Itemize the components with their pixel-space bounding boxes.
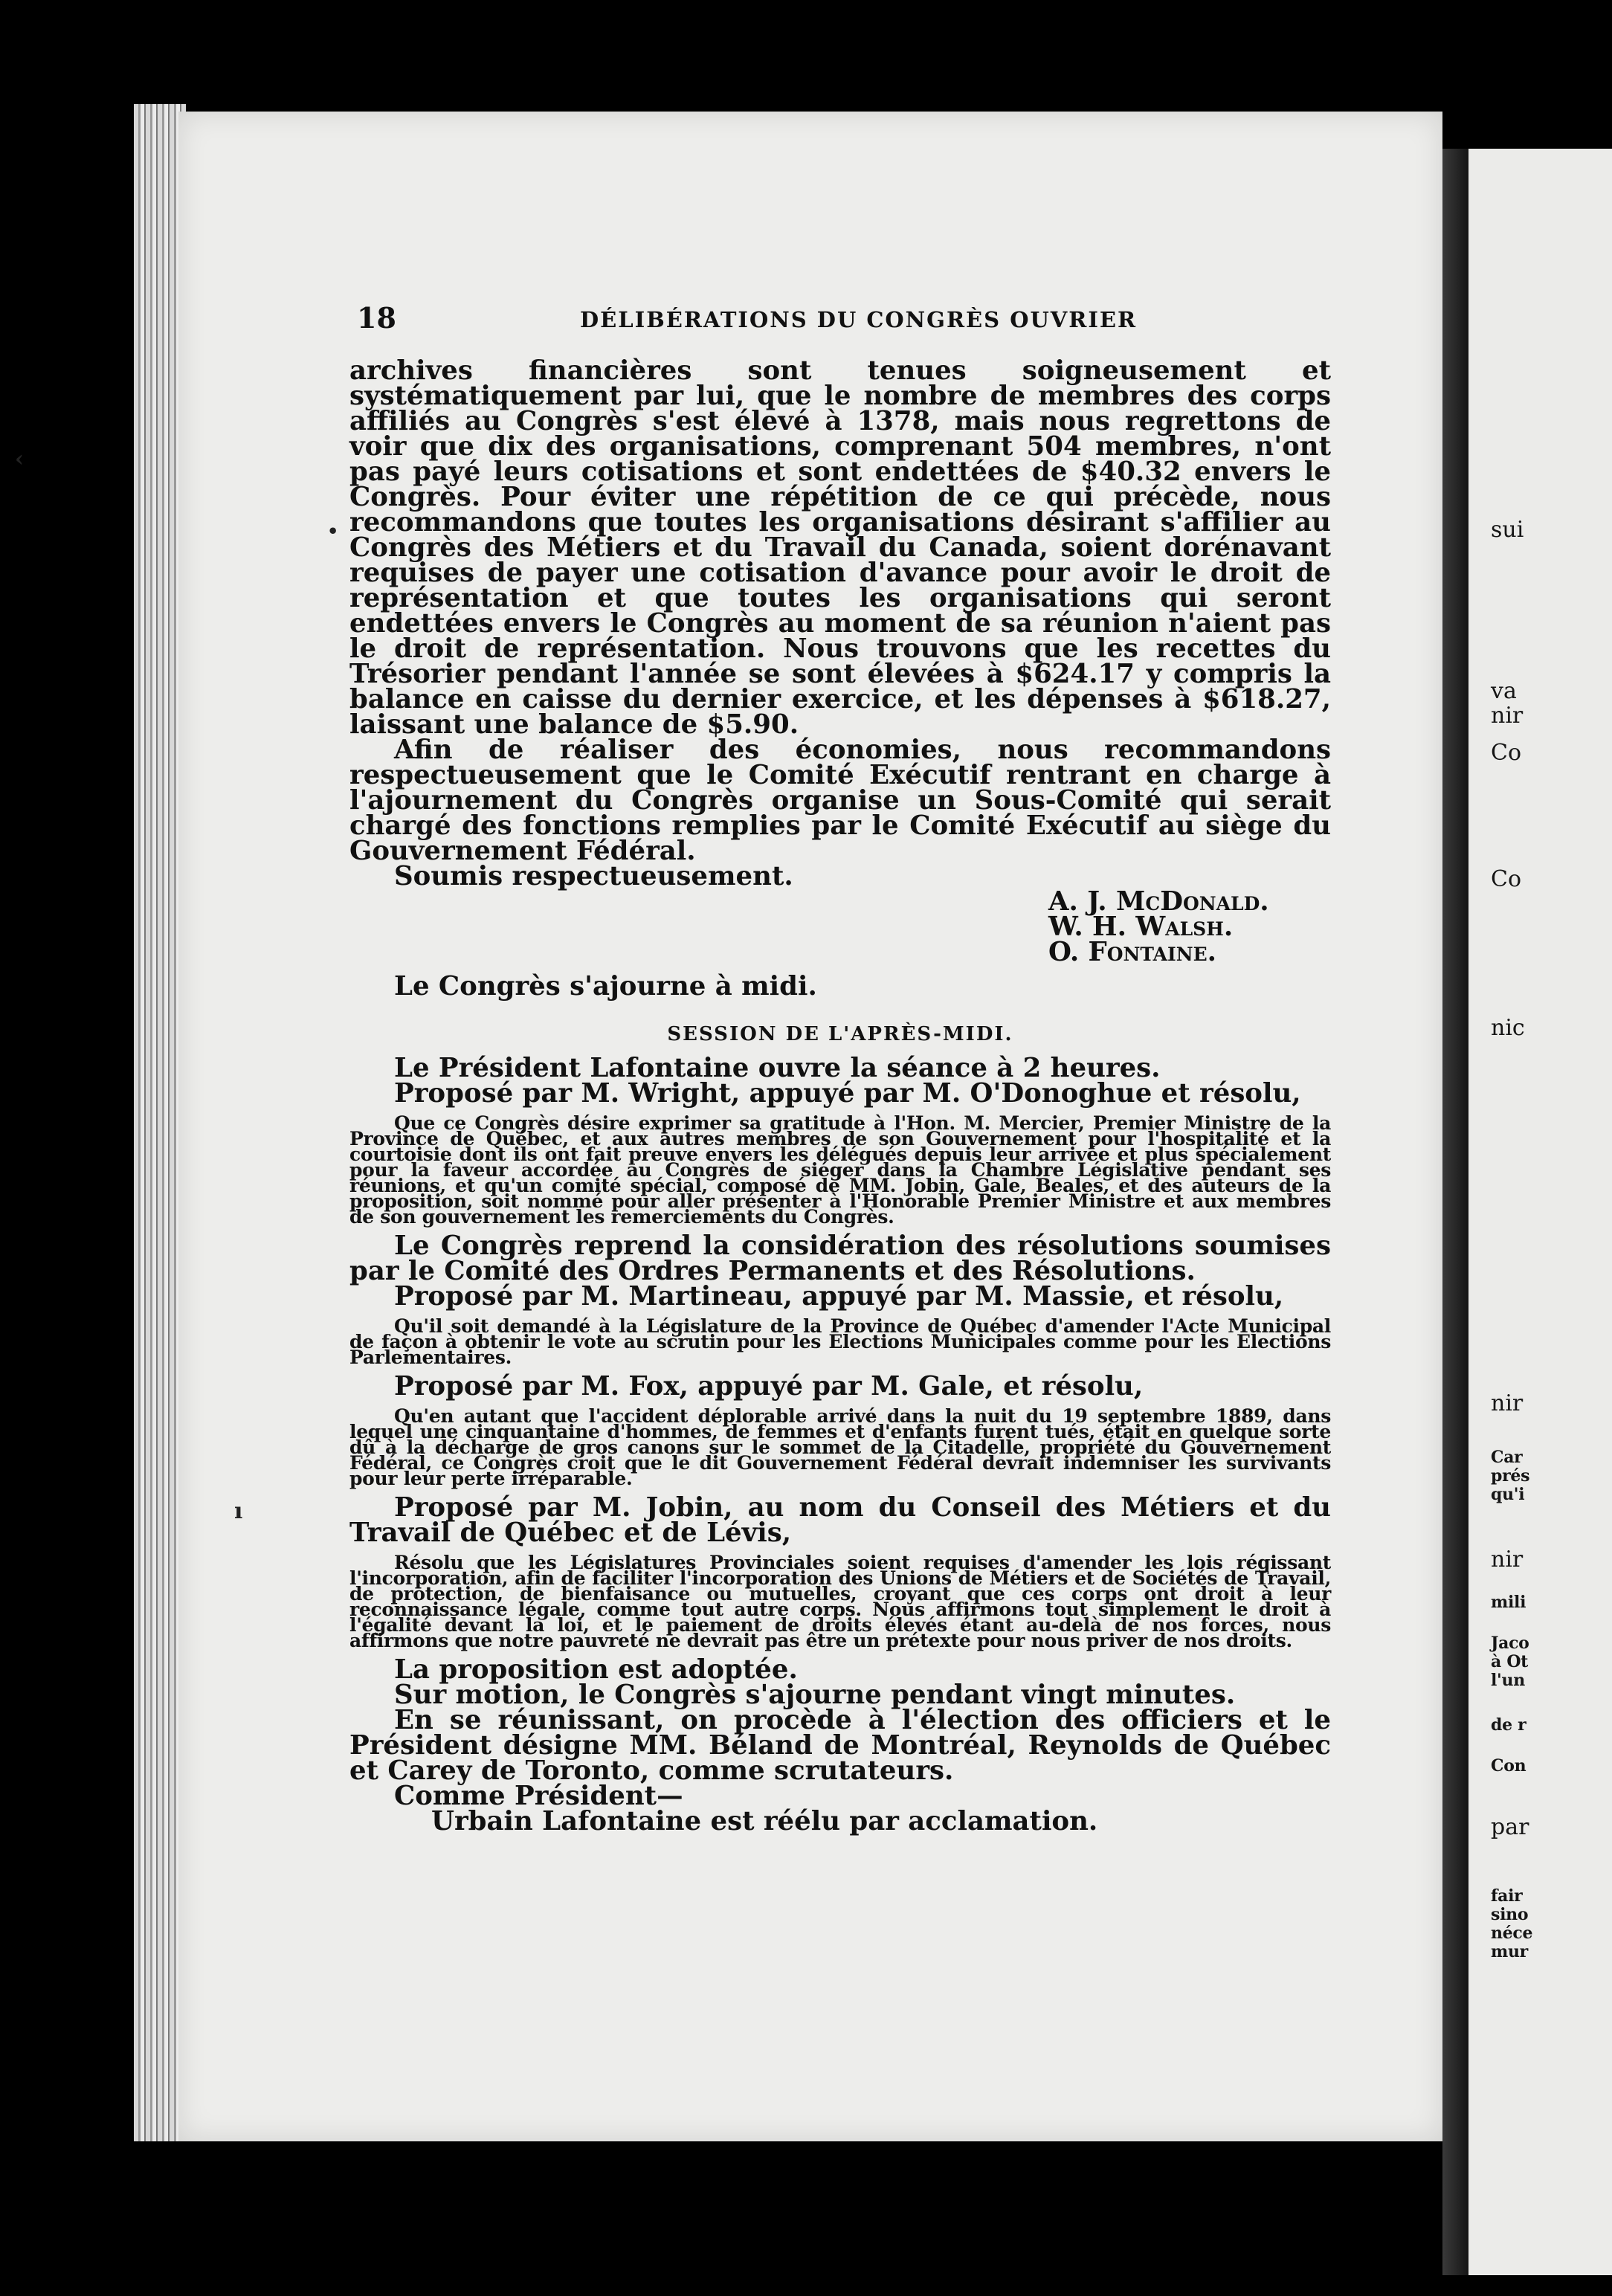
margin-mark: • bbox=[327, 520, 339, 542]
paragraph: Le Congrès reprend la considération des résolutions soumises par le Comité des Ordres Permanents et des Résolutions. bbox=[349, 1231, 1331, 1286]
running-title: DÉLIBÉRATIONS DU CONGRÈS OUVRIER bbox=[580, 307, 1138, 332]
facing-fragment: nir bbox=[1491, 1390, 1524, 1416]
resolution-text: Que ce Congrès désire exprimer sa gratitude à l'Hon. M. Mercier, Premier Ministre de la Province de Québec, et aux autres membres de son Gouvernement pour l'hospitalité et la courtoisie dont ils ont fait preuve envers les délégués depuis leur arrivée et plus spécialement pour la faveur accordée au Congrès de siéger dans la Chambre Législative pendant ses réunions, et qu'un comité spécial, composé de MM. Jobin, Gale, Beales, et des auteurs de la proposition, soit nommé pour aller présenter à l'Honorable Premier Ministre et aux membres de son gouvernement les remerciements du Congrès. bbox=[349, 1112, 1331, 1228]
facing-fragment: qu'i bbox=[1491, 1485, 1525, 1504]
paragraph: Sur motion, le Congrès s'ajourne pendant vingt minutes. bbox=[394, 1680, 1236, 1710]
facing-fragment: fair bbox=[1491, 1886, 1523, 1906]
margin-mark: ‹ bbox=[15, 446, 24, 472]
facing-fragment: de r bbox=[1491, 1715, 1526, 1735]
signature-line: W. H. Walsh. bbox=[1048, 912, 1234, 942]
paragraph: En se réunissant, on procède à l'élection des officiers et le Président désigne MM. Béland de Montréal, Reynolds de Québec et Carey de Toronto, comme scrutateurs. bbox=[349, 1705, 1331, 1786]
paragraph: Proposé par M. Fox, appuyé par M. Gale, et résolu, bbox=[394, 1371, 1144, 1402]
paragraph: Afin de réaliser des économies, nous recommandons respectueusement que le Comité Exécutif rentrant en charge à l'ajournement du Congrès organise un Sous-Comité qui serait chargé des fonctions remplies par le Comité Exécutif au siège du Gouvernement Fédéral. bbox=[349, 735, 1331, 866]
paragraph: Proposé par M. Jobin, au nom du Conseil des Métiers et du Travail de Québec et de Lévis, bbox=[349, 1492, 1331, 1548]
facing-fragment: Co bbox=[1491, 740, 1522, 766]
margin-mark: ı bbox=[234, 1498, 243, 1524]
facing-page bbox=[1468, 149, 1612, 2275]
facing-fragment: l'un bbox=[1491, 1671, 1525, 1690]
facing-fragment: nir bbox=[1491, 703, 1524, 729]
resolution-text: Qu'en autant que l'accident déplorable arrivé dans la nuit du 19 septembre 1889, dans lequel une cinquantaine d'hommes, de femmes et d'enfants furent tués, était en quelque sorte dû à la décharge de gros canons sur le sommet de la Citadelle, propriété du Gouvernement Fédéral, ce Congrès croit que le dit Gouvernement Fédéral devrait indemniser les survivants pour leur perte irréparable. bbox=[349, 1405, 1331, 1489]
signature-line: O. Fontaine. bbox=[1048, 937, 1216, 967]
resolution-text: Résolu que les Législatures Provinciales soient requises d'amender les lois régissant l'incorporation, afin de faciliter l'incorporation des Unions de Métiers et de Sociétés de Travail, de protection, de bienfaisance ou mutuelles, croyant que ces corps ont droit à leur reconnaissance légale, comme tout autre corps. Nous affirmons tout simplement le droit à l'égalité devant la loi, et le paiement de droits élevés étant au-delà de nos forces, nous affirmons que notre pauvreté ne devrait pas être un prétexte pour nous priver de nos droits. bbox=[349, 1552, 1331, 1651]
facing-fragment: à Ot bbox=[1491, 1652, 1529, 1671]
facing-fragment: néce bbox=[1491, 1923, 1533, 1943]
facing-fragment: nir bbox=[1491, 1547, 1524, 1573]
facing-fragment: sino bbox=[1491, 1905, 1529, 1924]
facing-fragment: mili bbox=[1491, 1593, 1526, 1612]
facing-fragment: Con bbox=[1491, 1756, 1526, 1776]
facing-fragment: va bbox=[1491, 678, 1517, 704]
resolution-text: Qu'il soit demandé à la Législature de la Province de Québec d'amender l'Acte Municipal de façon à obtenir le vote au scrutin pour les Elections Municipales comme pour les Elections Parlementaires. bbox=[349, 1315, 1331, 1368]
facing-fragment: nic bbox=[1491, 1015, 1525, 1041]
facing-fragment: mur bbox=[1491, 1942, 1528, 1961]
facing-fragment: Jaco bbox=[1491, 1634, 1529, 1653]
paragraph: archives financières sont tenues soigneusement et systématiquement par lui, que le nombre de membres des corps affiliés au Congrès s'est élevé à 1378, mais nous regrettons de voir que dix des organisations, comprenant 504 membres, n'ont pas payé leurs cotisations et sont endettées de $40.32 envers le Congrès. Pour éviter une répétition de ce qui précède, nous recommandons que toutes les organisations désirant s'affilier au Congrès des Métiers et du Travail du Canada, soient dorénavant requises de payer une cotisation d'avance pour avoir le droit de représentation et que toutes les organisations qui seront endettées envers le Congrès au moment de sa réunion n'aient pas le droit de représentation. Nous trouvons que les recettes du Trésorier pendant l'année se sont élevées à $624.17 y compris la balance en caisse du dernier exercice, et les dépenses à $618.27, laissant une balance de $5.90. bbox=[349, 355, 1331, 740]
page-body bbox=[349, 355, 1331, 1837]
facing-fragment: par bbox=[1491, 1814, 1529, 1840]
paragraph: La proposition est adoptée. bbox=[394, 1654, 798, 1685]
facing-fragment: prés bbox=[1491, 1466, 1530, 1486]
paragraph: Soumis respectueusement. bbox=[394, 861, 793, 891]
paragraph: Le Congrès s'ajourne à midi. bbox=[394, 971, 817, 1002]
book-gutter bbox=[1442, 149, 1472, 2275]
facing-fragment: Car bbox=[1491, 1448, 1523, 1467]
paragraph: Urbain Lafontaine est réélu par acclamation. bbox=[431, 1806, 1098, 1837]
signature-line: A. J. McDonald. bbox=[1048, 886, 1269, 917]
facing-fragment: Co bbox=[1491, 866, 1522, 892]
paragraph: Proposé par M. Wright, appuyé par M. O'Donoghue et résolu, bbox=[394, 1078, 1301, 1109]
paragraph: Comme Président— bbox=[394, 1781, 683, 1811]
page-number: 18 bbox=[357, 301, 396, 335]
section-title: SESSION DE L'APRÈS-MIDI. bbox=[667, 1023, 1013, 1045]
paragraph: Proposé par M. Martineau, appuyé par M. Massie, et résolu, bbox=[394, 1281, 1284, 1312]
facing-fragment: sui bbox=[1491, 517, 1524, 543]
paragraph: Le Président Lafontaine ouvre la séance à 2 heures. bbox=[394, 1053, 1161, 1083]
